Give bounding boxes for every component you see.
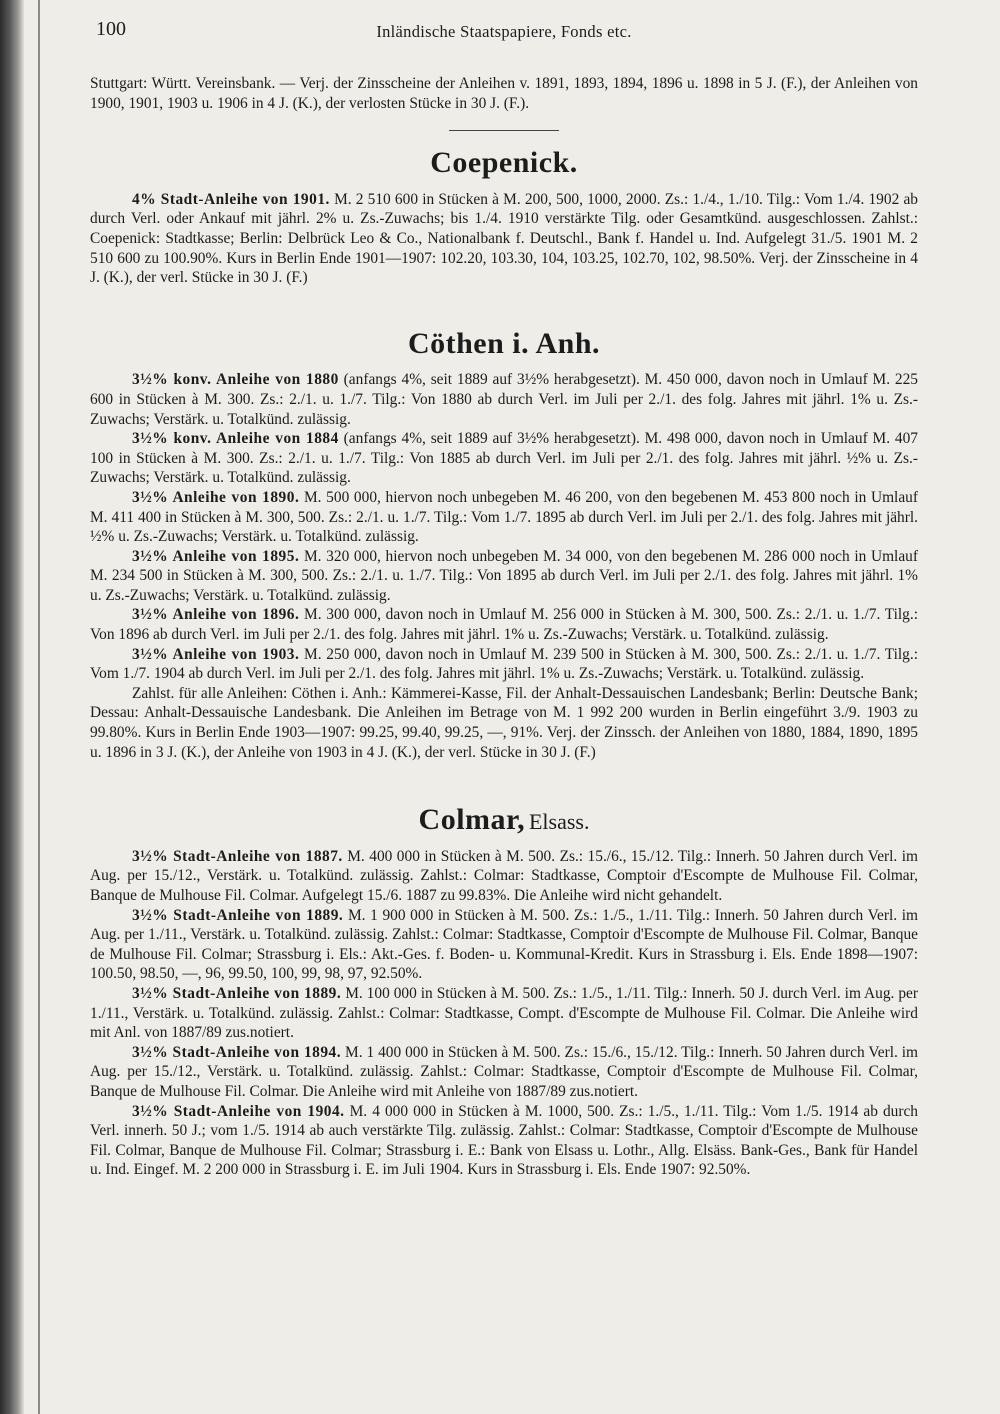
loan-entry bbox=[90, 605, 918, 644]
loan-details: M. 2 510 600 in Stücken à M. 200, 500, 1000, 2000. Zs.: 1./4., 1./10. Tilg.: Vom 1./4. 1902 ab durch Verl. oder Ankauf mit jährl. 2% u. Zs.-Zuwachs; bis 1./4. 1910 verstärkte Tilg. oder Gesamtkünd. ausgeschlossen. Zahlst.: Coepenick: Stadtkasse; Berlin: Delbrück Leo & Co., Nationalbank f. Deutschl., Bank f. Handel u. Ind. Aufgelegt 31./5. 1901 M. 2 510 600 zu 100.90%. Kurs in Berlin Ende 1901—1907: 102.20, 103.30, 104, 103.25, 102.70, 102, 98.50%. Verj. der Zinsscheine in 4 J. (K.), der verl. Stücke in 30 J. (F.) bbox=[90, 190, 918, 287]
payment-offices-note: Zahlst. für alle Anleihen: Cöthen i. Anh.: Kämmerei-Kasse, Fil. der Anhalt-Dessauischen Landesbank; Berlin: Deutsche Bank; Dessau: Anhalt-Dessauische Landesbank. Die Anleihen im Betrage von M. 1 992 200 wurden in Berlin eingeführt 3./9. 1903 zu 99.80%. Kurs in Berlin Ende 1903—1907: 99.25, 99.40, 99.25, —, 91%. Verj. der Zinssch. der Anleihen von 1880, 1884, 1890, 1895 u. 1896 in 3 J. (K.), der Anleihe von 1903 in 4 J. (K.), der verl. Stücke in 30 J. (F.) bbox=[90, 684, 918, 761]
loan-issue-title: 3½% Stadt-Anleihe von 1887. bbox=[132, 847, 343, 865]
city-region: Elsass. bbox=[528, 809, 590, 835]
loan-entry bbox=[90, 488, 918, 547]
loan-details: M. 300 000, davon noch in Umlauf M. 256 000 in Stücken à M. 300, 500. Zs.: 2./1. u. 1./7. Tilg.: Von 1896 ab durch Verl. im Juli per 2./1. des folg. Jahres mit jährl. 1% u. Zs.-Zuwachs; Verstärk. u. Totalkünd. zulässig. bbox=[90, 606, 918, 644]
top-paragraph: Stuttgart: Württ. Vereinsbank. — Verj. der Zinsscheine der Anleihen v. 1891, 1893, 1894, 1896 u. 1898 in 5 J. (F.), der Anleihen von 1900, 1901, 1903 u. 1906 in 4 J. (K.), der verlosten Stücke in 30 J. (F.). bbox=[90, 75, 918, 112]
loan-issue-title: 3½% Stadt-Anleihe von 1889. bbox=[132, 984, 342, 1002]
page-number: 100 bbox=[96, 18, 126, 40]
loan-entry bbox=[90, 370, 918, 429]
loan-details: M. 500 000, hiervon noch unbegeben M. 46 200, von den begebenen M. 453 800 noch in Umlauf M. 411 400 in Stücken à M. 300, 500. Zs.: 2./1. u. 1./7. Tilg.: Vom 1./7. 1895 ab durch Verl. im Juli per 2./1. des folg. Jahres mit jährl. ½% u. Zs.-Zuwachs; Verstärk. u. Totalkünd. zulässig. bbox=[90, 488, 918, 546]
city-name: Cöthen i. Anh. bbox=[407, 326, 601, 360]
loan-entry bbox=[90, 645, 918, 684]
loan-details: M. 1 400 000 in Stücken à M. 500. Zs.: 15./6., 15./12. Tilg.: Innerh. 50 Jahren durch Verl. im Aug. per 15./12., Verstärk. u. Totalkünd. zulässig. Zahlst.: Colmar: Stadtkasse, Comptoir d'Escompte de Mulhouse Fil. Colmar, Banque de Mulhouse Fil. Colmar. Die Anleihe wird mit Anleihe von 1887/89 zus.notiert. bbox=[90, 1043, 918, 1100]
loan-details: M. 250 000, davon noch in Umlauf M. 239 500 in Stücken à M. 300, 500. Zs.: 2./1. u. 1./7. Tilg.: Vom 1./7. 1904 ab durch Verl. im Juli per 2./1. des folg. Jahres mit jährl. 1% u. Zs.-Zuwachs; Verstärk. u. Totalkünd. zulässig. bbox=[90, 645, 918, 683]
loan-details: M. 400 000 in Stücken à M. 500. Zs.: 15./6., 15./12. Tilg.: Innerh. 50 Jahren durch Verl. im Aug. per 15./12., Verstärk. u. Totalkünd. zulässig. Zahlst.: Colmar: Stadtkasse, Comptoir d'Escompte de Mulhouse Fil. Colmar, Banque de Mulhouse Fil. Colmar. Aufgelegt 15./6. 1887 zu 99.83%. Die Anleihe wird nicht gehandelt. bbox=[90, 847, 919, 904]
loan-details: (anfangs 4%, seit 1889 auf 3½% herabgesetzt). M. 498 000, davon noch in Umlauf M. 407 100 in Stücken à M. 300. Zs.: 2./1. u. 1./7. Tilg.: Von 1885 ab durch Verl. im Juli per 2./1. des folg. Jahres mit jährl. ½% u. Zs.-Zuwachs; Verstärk. u. Totalkünd. zulässig. bbox=[90, 430, 919, 487]
loan-details: M. 320 000, hiervon noch unbegeben M. 34 000, von den begebenen M. 286 000 noch in Umlauf M. 234 500 in Stücken à M. 300, 500. Zs.: 2./1. u. 1./7. Tilg.: Von 1895 ab durch Verl. im Juli per 2./1. des folg. Jahres mit jährl. 1% u. Zs.-Zuwachs; Verstärk. u. Totalkünd. zulässig. bbox=[90, 547, 918, 604]
running-head bbox=[90, 14, 918, 44]
loan-entry bbox=[90, 984, 918, 1043]
page-content bbox=[90, 14, 918, 1180]
loan-issue-title: 3½% konv. Anleihe von 1884 bbox=[132, 430, 339, 448]
loan-entry bbox=[90, 547, 918, 606]
city-heading-colmar bbox=[90, 803, 918, 837]
loan-issue-title: 3½% Anleihe von 1895. bbox=[132, 547, 300, 565]
loan-issue-title: 4% Stadt-Anleihe von 1901. bbox=[132, 190, 330, 208]
city-heading-coethen bbox=[90, 326, 918, 360]
loan-issue-title: 3½% Anleihe von 1903. bbox=[132, 645, 300, 663]
loan-issue-title: 3½% Anleihe von 1890. bbox=[132, 488, 300, 506]
loan-entry bbox=[90, 1102, 918, 1180]
city-name: Coepenick. bbox=[430, 146, 578, 180]
loan-entry bbox=[90, 847, 918, 906]
loan-entry bbox=[90, 429, 918, 488]
loan-entry bbox=[90, 190, 918, 288]
loan-details: M. 100 000 in Stücken à M. 500. Zs.: 1./5., 1./11. Tilg.: Innerh. 50 J. durch Verl. im Aug. per 1./11., Verstärk. u. Totalkünd. zulässig. Zahlst.: Colmar: Stadtkasse, Compt. d'Escompte de Mulhouse Fil. Colmar. Die Anleihe wird mit Anl. von 1887/89 zus.notiert. bbox=[90, 984, 918, 1042]
loan-details: (anfangs 4%, seit 1889 auf 3½% herabgesetzt). M. 450 000, davon noch in Umlauf M. 225 600 in Stücken à M. 300. Zs.: 2./1. u. 1./7. Tilg.: Von 1880 ab durch Verl. im Juli per 2./1. des folg. Jahres mit jährl. 1% u. Zs.-Zuwachs; Verstärk. u. Totalkünd. zulässig. bbox=[90, 371, 919, 428]
loan-issue-title: 3½% konv. Anleihe von 1880 bbox=[132, 371, 339, 389]
city-heading-coepenick bbox=[90, 146, 918, 180]
city-name: Colmar, bbox=[418, 803, 526, 837]
margin-rule bbox=[38, 0, 40, 1414]
loan-entry bbox=[90, 906, 918, 984]
loan-issue-title: 3½% Stadt-Anleihe von 1894. bbox=[132, 1043, 342, 1061]
loan-issue-title: 3½% Anleihe von 1896. bbox=[132, 606, 300, 624]
section-divider bbox=[449, 130, 559, 131]
loan-entry bbox=[90, 1043, 918, 1102]
loan-details: M. 1 900 000 in Stücken à M. 500. Zs.: 1./5., 1./11. Tilg.: Innerh. 50 Jahren durch Verl. im Aug. per 1./11., Verstärk. u. Totalkünd. zulässig. Zahlst.: Colmar: Stadtkasse, Comptoir d'Escompte de Mulhouse Fil. Colmar, Banque de Mulhouse Fil. Colmar; Strassburg i. Els.: Akt.-Ges. f. Boden- u. Kommunal-Kredit. Kurs in Strassburg i. Els. Ende 1898—1907: 100.50, 98.50, —, 96, 99.50, 100, 99, 98, 97, 92.50%. bbox=[90, 906, 918, 983]
loan-issue-title: 3½% Stadt-Anleihe von 1904. bbox=[132, 1102, 345, 1120]
running-title: Inländische Staatspapiere, Fonds etc. bbox=[376, 22, 632, 41]
loan-issue-title: 3½% Stadt-Anleihe von 1889. bbox=[132, 906, 344, 924]
book-binding-shadow bbox=[0, 0, 24, 1414]
loan-details: M. 4 000 000 in Stücken à M. 1000, 500. Zs.: 1./5., 1./11. Tilg.: Vom 1./5. 1914 ab durch Verl. innerh. 50 J.; vom 1./5. 1914 ab auch verstärkte Tilg. zulässig. Zahlst.: Colmar: Stadtkasse, Comptoir d'Escompte de Mulhouse Fil. Colmar, Banque de Mulhouse Fil. Colmar; Strassburg i. E.: Bank von Elsass u. Lothr., Allg. Elsäss. Bank-Ges., Bank für Handel u. Ind. Eingef. M. 2 200 000 in Strassburg i. E. im Juli 1904. Kurs in Strassburg i. Els. Ende 1907: 92.50%. bbox=[90, 1102, 919, 1179]
